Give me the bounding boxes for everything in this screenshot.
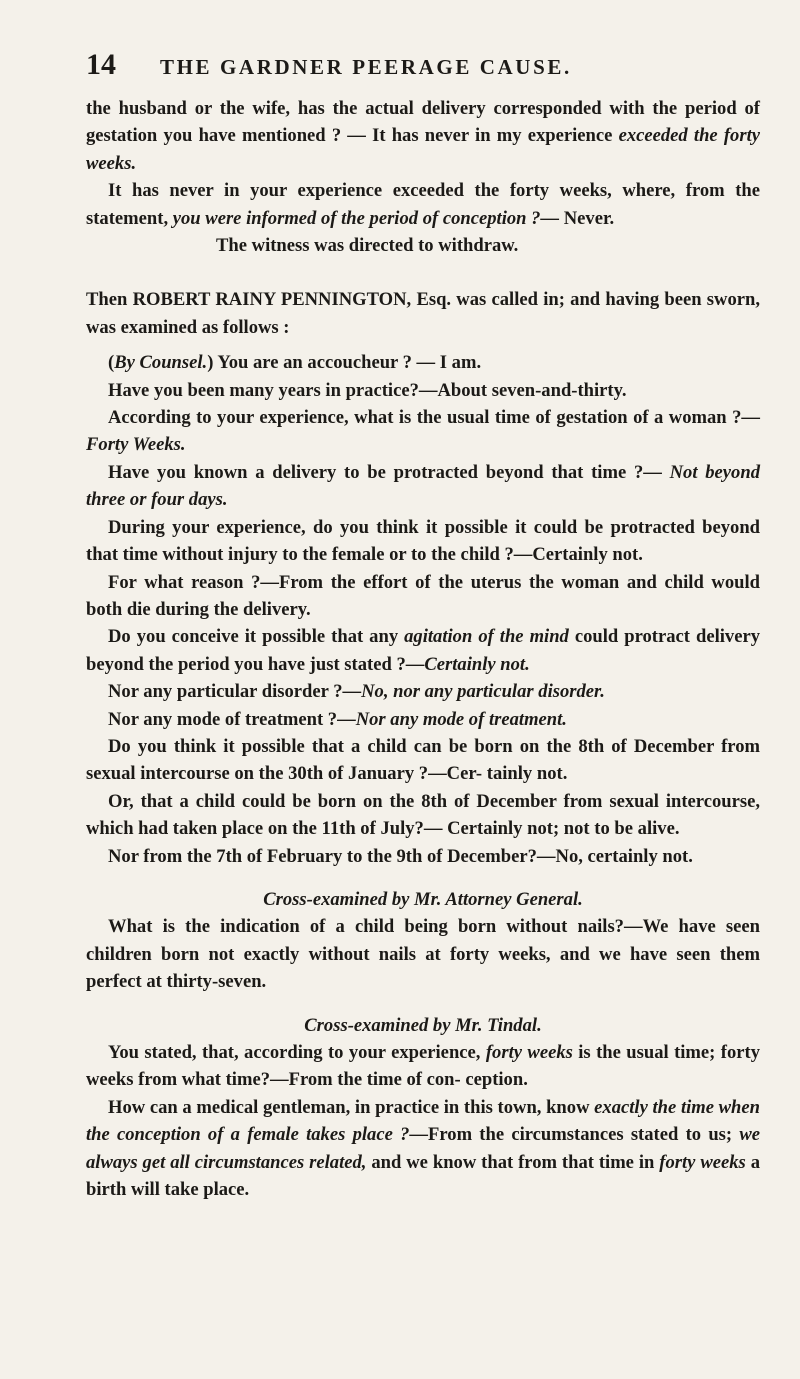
paragraph (86, 177, 760, 232)
spacer (86, 870, 760, 886)
text-run: Have you known a delivery to be protracted beyond that time ?— (108, 461, 670, 483)
paragraph (86, 706, 760, 733)
text-run: and we know that from that time in (366, 1151, 660, 1173)
page-number: 14 (86, 48, 116, 81)
text-run: ) You are an accoucheur ? — I am. (207, 352, 482, 374)
text-run: a birth will take place. (86, 1151, 760, 1201)
italic-run: By Counsel. (114, 352, 208, 374)
paragraph (86, 569, 760, 624)
italic-run: forty weeks (485, 1042, 573, 1063)
text-run: Do you conceive it possible that any (108, 626, 405, 648)
running-head: THE GARDNER PEERAGE CAUSE. (160, 55, 572, 79)
page-body (86, 95, 760, 1203)
text-run: It has never in your experience exceeded the forty weeks, where, from the statement, (86, 180, 760, 229)
text-run: is the usual time; forty weeks from what time?—From the time of con- ception. (86, 1042, 760, 1091)
section-heading (86, 886, 760, 913)
text-run: Do you think it possible that a child can be born on the 8th of December from sexual intercourse on the 30th of January ?—Cer- tainly not. (86, 735, 760, 785)
text-run: Nor any mode of treatment ?— (108, 708, 356, 730)
paragraph (86, 788, 760, 843)
paragraph (86, 623, 760, 678)
text-run: According to your experience, what is the usual time of gestation of a woman ?— (108, 407, 760, 429)
paragraph (86, 733, 760, 788)
italic-run: exactly the time when the conception of a female takes place ? (86, 1096, 760, 1146)
text-run: ( (108, 352, 115, 374)
text-run: Never. (559, 207, 615, 229)
italic-run: exceeded the forty weeks. (86, 125, 760, 174)
paragraph (86, 377, 760, 404)
text-run: Have you been many years in practice?—About seven-and-thirty. (108, 379, 627, 401)
italic-run: Cross-examined by Mr. Tindal. (304, 1014, 542, 1036)
text-run: Nor from the 7th of February to the 9th of December?—No, certainly not. (108, 845, 693, 867)
text-run: How can a medical gentleman, in practice in this town, know (108, 1096, 595, 1118)
text-run: What is the indication of a child being born without nails?—We have seen children born not exactly without nails at forty weeks, and we have seen them perfect at thirty-seven. (86, 916, 760, 993)
section-heading (86, 1012, 760, 1039)
spacer (86, 259, 760, 286)
italic-run: you were informed of the period of conception ?— (172, 207, 560, 229)
text-run: Nor any particular disorder ?— (108, 681, 362, 703)
text-run: the husband or the wife, has the actual delivery corresponded with the period of gestation you have mentioned ? — It has never in my experience (86, 98, 760, 147)
paragraph (86, 678, 760, 705)
text-run: Or, that a child could be born on the 8th of December from sexual intercourse, which had taken place on the 11th of July?— Certainly not; not to be alive. (86, 790, 760, 840)
italic-run: Nor any mode of treatment. (355, 708, 567, 730)
paragraph (86, 286, 760, 341)
italic-run: Forty Weeks. (86, 434, 186, 456)
italic-run: agitation of the mind (404, 626, 569, 648)
paragraph (86, 232, 760, 259)
paragraph (86, 843, 760, 870)
paragraph (86, 1094, 760, 1204)
text-run: The witness was directed to withdraw. (216, 235, 519, 257)
text-run: During your experience, do you think it possible it could be protracted beyond that time without injury to the female or to the child ?—Certainly not. (86, 516, 760, 566)
paragraph (86, 95, 760, 177)
spacer (86, 341, 760, 349)
paragraph (86, 1039, 760, 1094)
text-run: You stated, that, according to your experience, (108, 1042, 486, 1063)
italic-run: No, nor any particular disorder. (361, 681, 605, 703)
italic-run: Cross-examined by Mr. Attorney General. (263, 888, 583, 910)
paragraph (86, 459, 760, 514)
paragraph (86, 349, 760, 376)
paragraph (86, 514, 760, 569)
italic-run: Certainly not. (424, 653, 530, 675)
italic-run: Not beyond three or four days. (86, 461, 760, 511)
text-run: —From the circumstances stated to us; (409, 1124, 740, 1146)
text-run: could protract delivery beyond the period you have just stated ?— (86, 626, 761, 675)
page-header (86, 48, 760, 88)
paragraph (86, 913, 760, 995)
text-run: Then ROBERT RAINY PENNINGTON, Esq. was called in; and having been sworn, was examined as follows : (86, 289, 760, 338)
italic-run: forty weeks (659, 1151, 746, 1173)
spacer (86, 996, 760, 1012)
text-run: For what reason ?—From the effort of the uterus the woman and child would both die during the delivery. (86, 571, 760, 620)
paragraph (86, 404, 760, 459)
italic-run: we always get all circumstances related, (86, 1124, 760, 1173)
